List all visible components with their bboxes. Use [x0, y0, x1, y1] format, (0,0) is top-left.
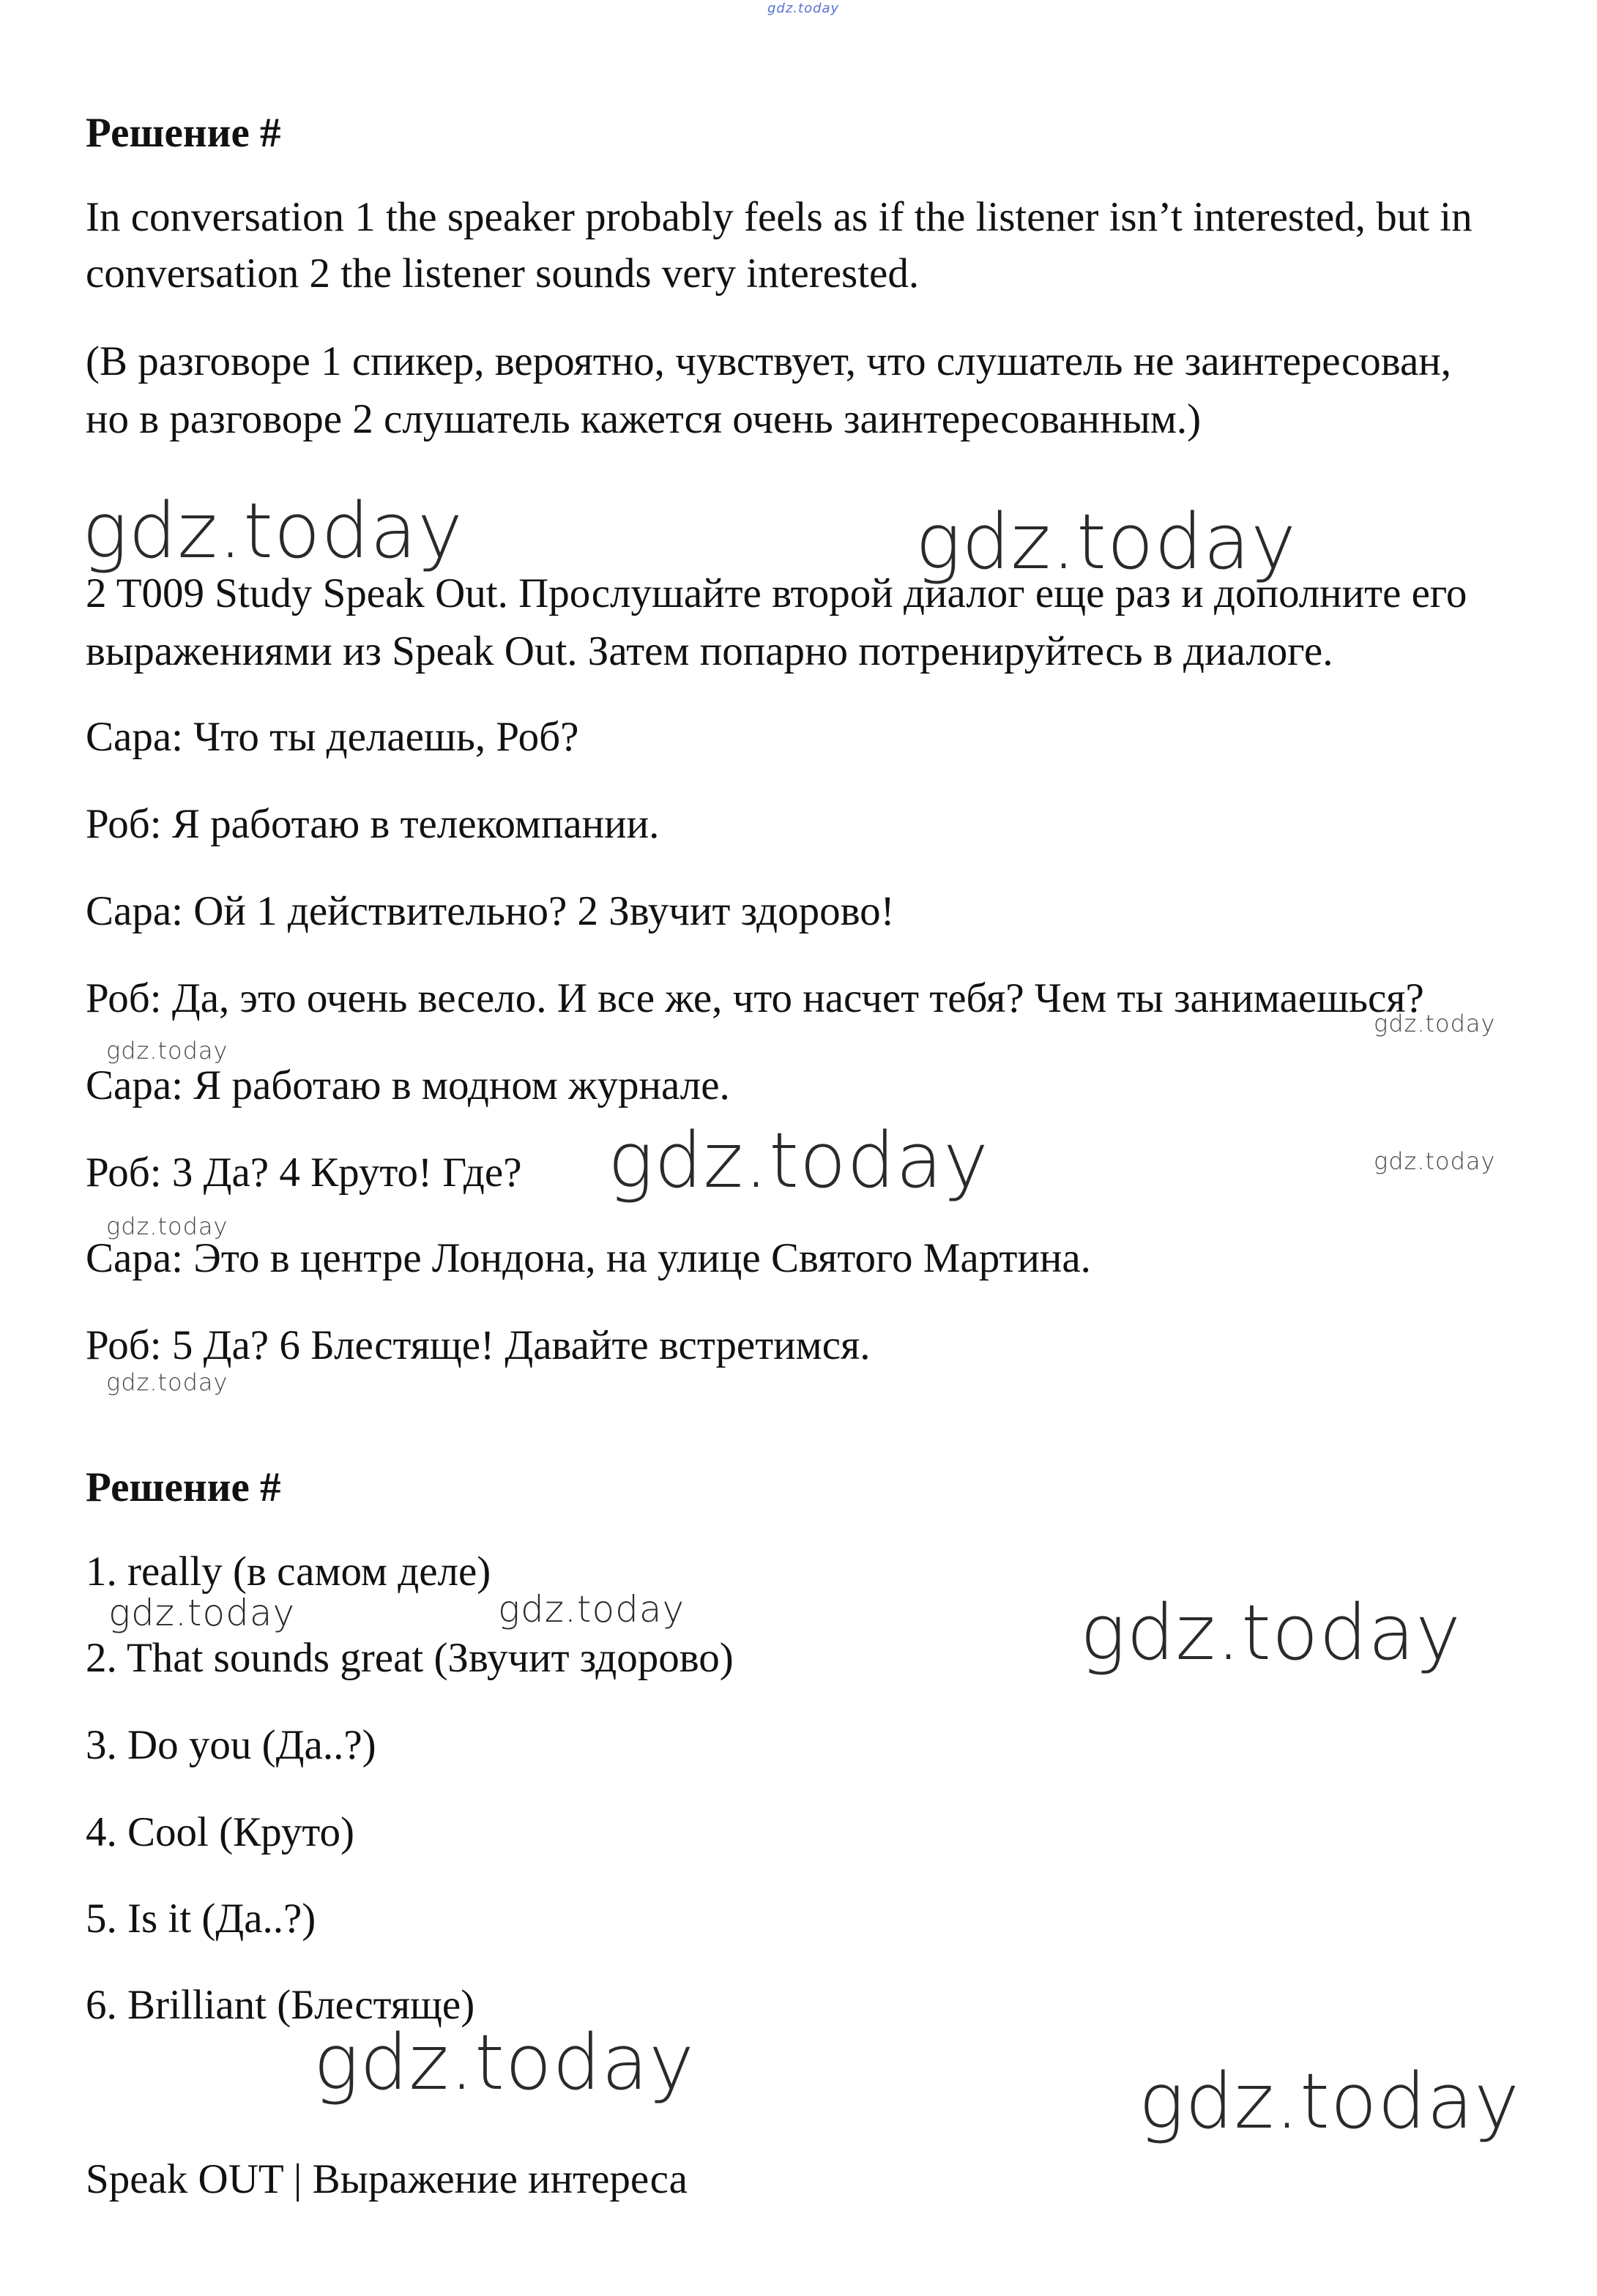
answer-item: 6. Brilliant (Блестяще) — [86, 1982, 475, 2028]
watermark: gdz.today — [313, 2018, 695, 2107]
answer-ru-line-2: но в разговоре 2 слушатель кажется очень заинтересованным.) — [86, 396, 1202, 442]
watermark: gdz.today — [1080, 1588, 1462, 1677]
dialogue-line: Роб: Да, это очень весело. И все же, что насчет тебя? Чем ты занимаешься? — [86, 975, 1424, 1021]
answer-item: 4. Cool (Круто) — [86, 1809, 354, 1855]
watermark: gdz.today — [498, 1588, 685, 1630]
answer-en-line-2: conversation 2 the listener sounds very interested. — [86, 250, 920, 297]
task-line-2: выражениями из Speak Out. Затем попарно потренируйтесь в диалоге. — [86, 628, 1333, 674]
answer-item: 3. Do you (Да..?) — [86, 1722, 376, 1768]
answer-en-line-1: In conversation 1 the speaker probably feels as if the listener isn’t interested, but in — [86, 194, 1473, 240]
dialogue-line: Сара: Это в центре Лондона, на улице Святого Мартина. — [86, 1235, 1091, 1281]
watermark: gdz.today — [108, 1592, 296, 1634]
answer-item: 2. That sounds great (Звучит здорово) — [86, 1635, 734, 1681]
dialogue-line: Роб: 3 Да? 4 Круто! Где? — [86, 1149, 522, 1196]
dialogue-line: Роб: 5 Да? 6 Блестяще! Давайте встретимся. — [86, 1322, 871, 1368]
watermark: gdz.today — [608, 1116, 989, 1205]
watermark: gdz.today — [106, 1368, 228, 1396]
watermark: gdz.today — [106, 1212, 228, 1240]
watermark: gdz.today — [1374, 1147, 1496, 1175]
top-watermark: gdz.today — [767, 1, 840, 16]
dialogue-line: Сара: Что ты делаешь, Роб? — [86, 714, 579, 760]
solution-heading-2: Решение # — [86, 1464, 281, 1510]
watermark: gdz.today — [915, 497, 1297, 586]
answer-ru-line-1: (В разговоре 1 спикер, вероятно, чувствует, что слушатель не заинтересован, — [86, 338, 1451, 384]
watermark: gdz.today — [82, 486, 464, 575]
watermark: gdz.today — [106, 1037, 228, 1065]
dialogue-line: Сара: Ой 1 действительно? 2 Звучит здорово! — [86, 888, 895, 934]
watermark: gdz.today — [1374, 1010, 1496, 1037]
answer-item: 1. really (в самом деле) — [86, 1548, 491, 1595]
solution-heading-1: Решение # — [86, 110, 281, 156]
task-line-1: 2 T009 Study Speak Out. Прослушайте второй диалог еще раз и дополните его — [86, 570, 1467, 616]
footer-section-title: Speak OUT | Выражение интереса — [86, 2156, 688, 2202]
answer-item: 5. Is it (Да..?) — [86, 1896, 316, 1942]
dialogue-line: Роб: Я работаю в телекомпании. — [86, 801, 660, 847]
watermark: gdz.today — [1139, 2057, 1520, 2146]
dialogue-line: Сара: Я работаю в модном журнале. — [86, 1062, 730, 1108]
